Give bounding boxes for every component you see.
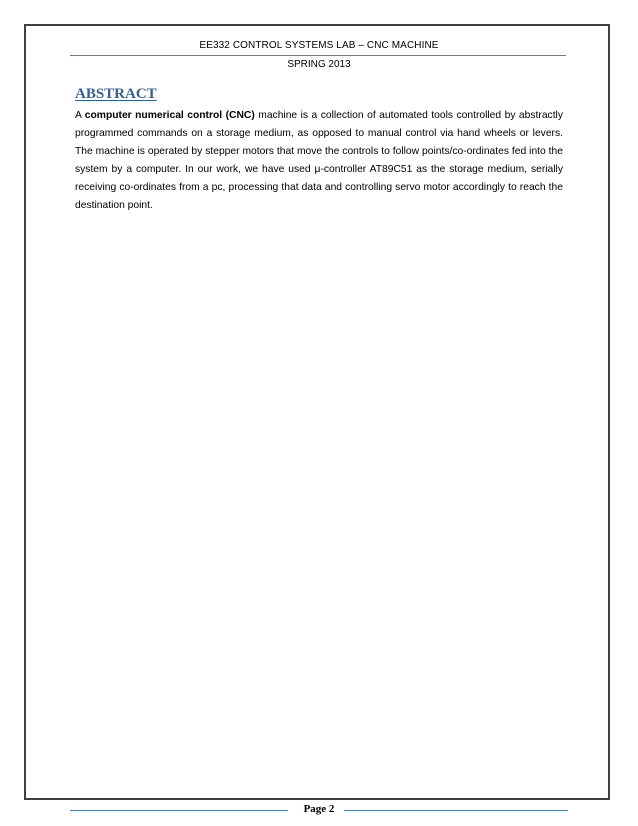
abstract-paragraph (75, 107, 563, 216)
abstract-key-term: computer numerical control (CNC) (84, 110, 255, 121)
page-number: Page 2 (303, 803, 335, 815)
abstract-lead: A (75, 110, 85, 121)
footer-divider-right (344, 810, 568, 811)
header-title: EE332 CONTROL SYSTEMS LAB – CNC MACHINE (199, 40, 439, 51)
header-term: SPRING 2013 (287, 59, 351, 70)
abstract-heading: ABSTRACT (75, 86, 157, 102)
abstract-body-text: machine is a collection of automated tools controlled by abstractly programmed commands on a storage medium, as opposed to manual control via hand wheels or levers. The machine is operated by stepper motors that move the controls to follow points/co-ordinates fed into the system by a computer. In our work, we have used μ-controller AT89C51 as the storage medium, serially receiving co-ordinates from a pc, processing that data and controlling servo motor accordingly to reach the destination point. (75, 110, 563, 212)
header-divider (70, 55, 566, 56)
